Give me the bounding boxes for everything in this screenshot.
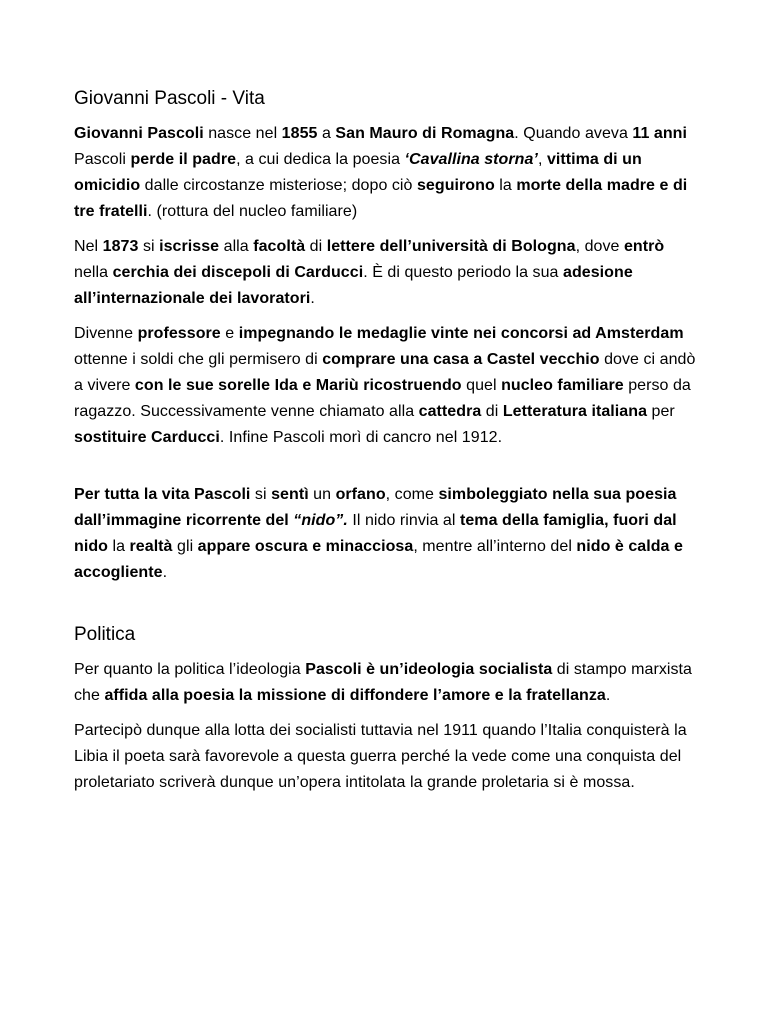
text-run: . xyxy=(162,564,168,581)
bold-text-run: Letteratura italiana xyxy=(502,403,648,420)
bold-text-run: 1873 xyxy=(102,238,139,255)
bold-text-run: 1855 xyxy=(281,125,318,142)
text-run: la xyxy=(494,177,517,194)
paragraph-politica-2 xyxy=(74,718,698,796)
spacer xyxy=(74,460,698,482)
text-run: ottenne i soldi che gli permisero di xyxy=(74,351,323,368)
paragraph-politica-1 xyxy=(74,657,698,709)
paragraph-biography-1 xyxy=(74,121,698,225)
text-run: , dove xyxy=(575,238,624,255)
text-run: dalle circostanze misteriose; dopo ciò xyxy=(140,177,417,194)
bold-text-run: lettere dell’università di Bologna xyxy=(326,238,576,255)
bold-text-run: professore xyxy=(137,325,221,342)
bold-text-run: realtà xyxy=(129,538,173,555)
text-run: Per quanto la politica l’ideologia xyxy=(74,661,306,678)
bold-text-run: seguirono xyxy=(416,177,495,194)
text-run: . Quando aveva xyxy=(514,125,633,142)
text-run: di stampo marxista che xyxy=(74,661,692,704)
text-run: nella xyxy=(74,264,113,281)
section-title-politica: Politica xyxy=(74,624,136,645)
bold-text-run: simboleggiato nella sua poesia dall’immagine ricorrente del xyxy=(74,486,677,529)
page-title: Giovanni Pascoli - Vita xyxy=(74,88,265,109)
text-run: e xyxy=(220,325,239,342)
text-run: , xyxy=(537,151,547,168)
bold-text-run: iscrisse xyxy=(159,238,220,255)
bold-text-run: Giovanni Pascoli xyxy=(74,125,204,142)
bold-text-run: con le sue sorelle Ida e Mariù ricostruendo xyxy=(134,377,462,394)
bold-text-run: comprare una casa a Castel vecchio xyxy=(322,351,600,368)
bold-text-run: adesione all’internazionale dei lavoratori xyxy=(74,264,633,307)
bold-text-run: impegnando le medaglie vinte nei concorsi ad Amsterdam xyxy=(238,325,684,342)
text-run: alla xyxy=(219,238,254,255)
bold-text-run: “nido”. xyxy=(293,512,348,529)
bold-text-run: vittima di un omicidio xyxy=(74,151,642,194)
text-run: di xyxy=(305,238,327,255)
text-run: di xyxy=(481,403,503,420)
text-run: Il nido rinvia al xyxy=(347,512,460,529)
bold-text-run: affida alla poesia la missione di diffondere l’amore e la fratellanza xyxy=(104,687,606,704)
bold-text-run: sentì xyxy=(271,486,309,503)
text-run: a xyxy=(317,125,336,142)
bold-text-run: Per tutta la vita Pascoli xyxy=(74,486,251,503)
bold-text-run: sostituire Carducci xyxy=(74,429,220,446)
text-run: per xyxy=(647,403,675,420)
bold-text-run: morte della madre e di tre fratelli xyxy=(74,177,688,220)
text-run: . (rottura del nucleo familiare) xyxy=(147,203,358,220)
bold-text-run: 11 anni xyxy=(632,125,687,142)
text-run: , a cui dedica la poesia xyxy=(236,151,405,168)
paragraph-biography-2 xyxy=(74,234,698,312)
text-run: Pascoli xyxy=(74,151,131,168)
text-run: nasce nel xyxy=(203,125,282,142)
bold-text-run: San Mauro di Romagna xyxy=(335,125,515,142)
text-run: . È di questo periodo la sua xyxy=(363,264,564,281)
bold-text-run: nucleo familiare xyxy=(501,377,624,394)
text-run: la xyxy=(107,538,130,555)
text-run: . xyxy=(605,687,611,704)
text-run: si xyxy=(250,486,272,503)
text-run: , come xyxy=(385,486,439,503)
text-run: Divenne xyxy=(74,325,138,342)
bold-text-run: cerchia dei discepoli di Carducci xyxy=(112,264,364,281)
bold-text-run: facoltà xyxy=(253,238,306,255)
bold-text-run: cattedra xyxy=(418,403,482,420)
text-run: un xyxy=(308,486,336,503)
text-run: si xyxy=(138,238,160,255)
text-run: . Infine Pascoli morì di cancro nel 1912. xyxy=(219,429,503,446)
text-run: Nel xyxy=(74,238,103,255)
bold-text-run: entrò xyxy=(623,238,665,255)
text-run: gli xyxy=(172,538,198,555)
spacer xyxy=(74,595,698,622)
paragraph-biography-3 xyxy=(74,321,698,451)
bold-text-run: ‘Cavallina storna’ xyxy=(404,151,538,168)
bold-text-run: orfano xyxy=(335,486,386,503)
bold-text-run: Pascoli è un’ideologia socialista xyxy=(305,661,553,678)
paragraph-nido xyxy=(74,482,698,586)
text-run: dove ci andò a vivere xyxy=(74,351,696,394)
text-run: quel xyxy=(461,377,502,394)
text-run: . xyxy=(310,290,315,307)
text-run: , mentre all’interno del xyxy=(413,538,577,555)
text-run: Partecipò dunque alla lotta dei socialisti tuttavia nel 1911 quando l’Italia conquisterà la Libia il poeta sarà favorevole a questa guerra perché la vede come una conquista del proletariato scriverà dunque un’opera intitolata la grande proletaria si è mossa. xyxy=(74,722,687,791)
text-run: perso da ragazzo. Successivamente venne chiamato alla xyxy=(74,377,691,420)
bold-text-run: tema della famiglia, fuori dal nido xyxy=(74,512,677,555)
bold-text-run: nido è calda e accogliente xyxy=(74,538,683,581)
bold-text-run: perde il padre xyxy=(130,151,237,168)
bold-text-run: appare oscura e minacciosa xyxy=(197,538,414,555)
